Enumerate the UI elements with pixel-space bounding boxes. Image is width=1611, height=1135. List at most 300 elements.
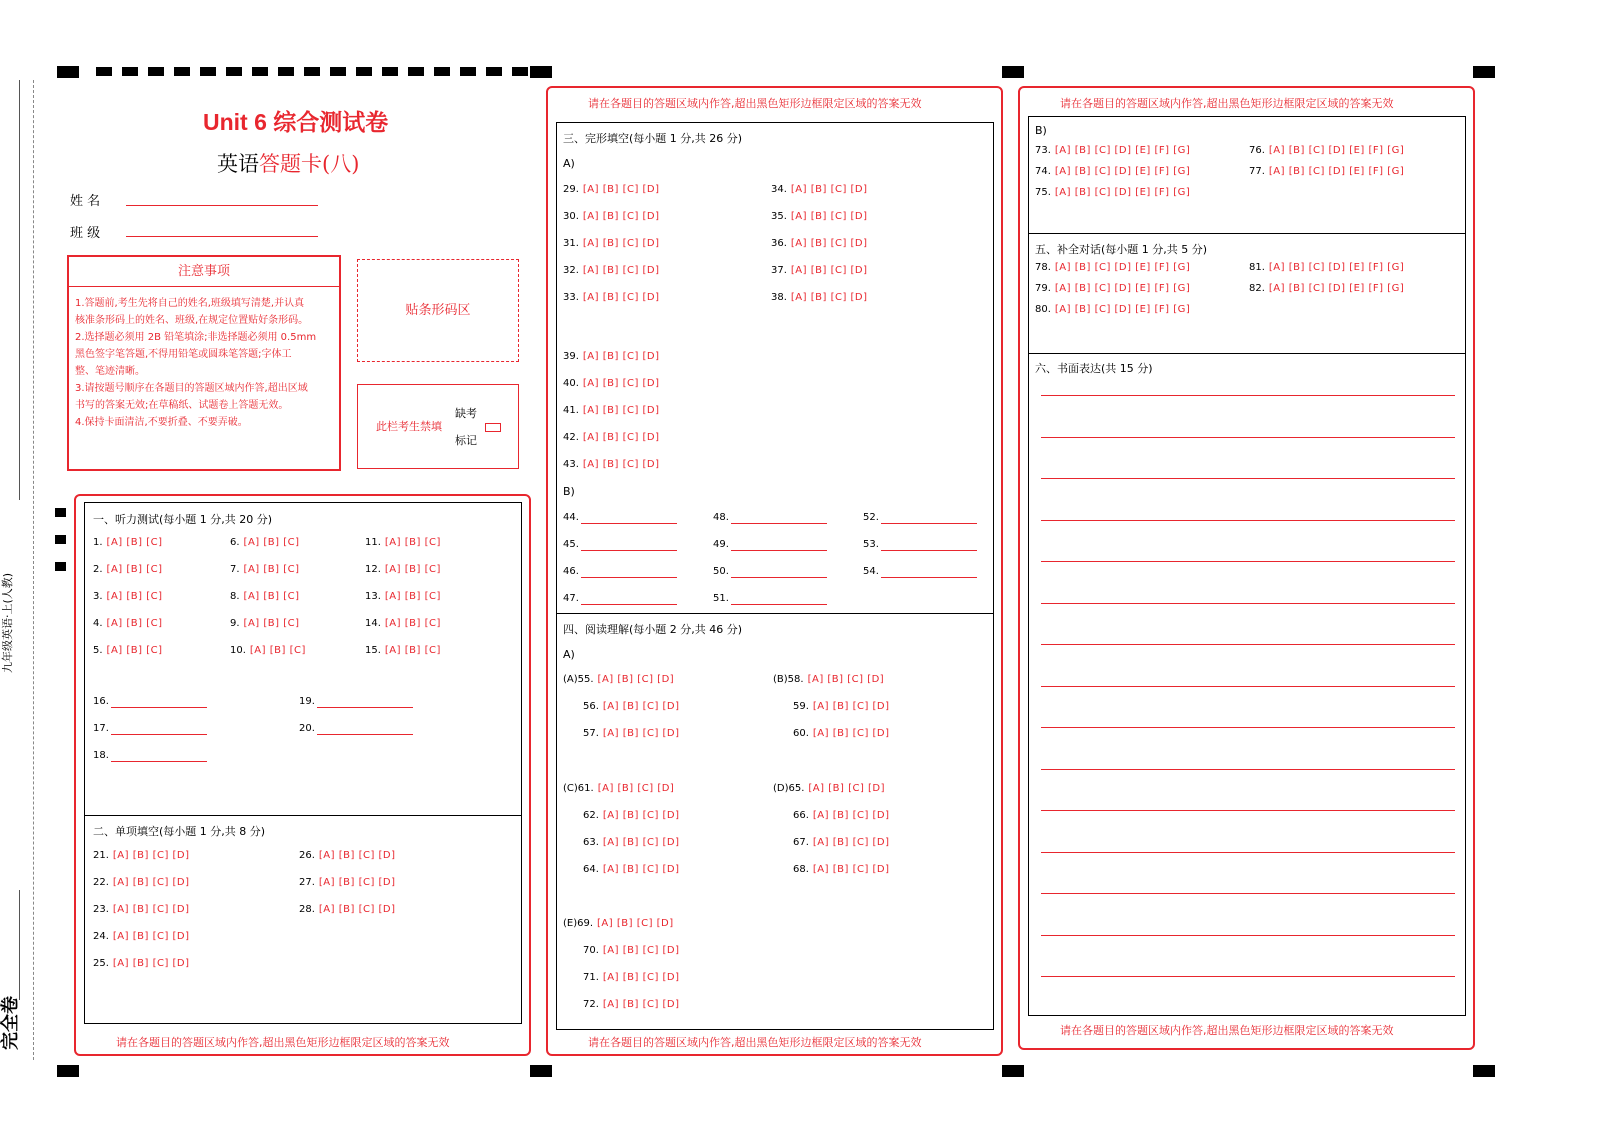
question-number: 64. <box>583 864 599 875</box>
timing-dash <box>486 67 502 76</box>
answer-line[interactable] <box>111 751 207 762</box>
question-number: 53. <box>863 539 879 550</box>
question-5[interactable] <box>93 645 163 657</box>
writing-line[interactable] <box>1041 520 1455 521</box>
question-15[interactable] <box>365 645 441 657</box>
notice-item: 4.保持卡面清洁,不要折叠、不要弄破。 <box>75 417 248 428</box>
question-54[interactable] <box>863 566 977 578</box>
notice-list <box>75 295 335 431</box>
question-number: 45. <box>563 539 579 550</box>
question-number: 21. <box>93 850 109 861</box>
question-4[interactable] <box>93 618 163 630</box>
question-number: 63. <box>583 837 599 848</box>
question-9[interactable] <box>230 618 300 630</box>
question-14[interactable] <box>365 618 441 630</box>
question-30[interactable] <box>563 211 660 223</box>
question-33[interactable] <box>563 292 660 304</box>
answer-options[interactable]: [A] [B] [C] [D] [E] [F] [G] <box>1054 187 1191 198</box>
class-label: 班 级 <box>70 226 101 241</box>
panel-warning: 请在各题目的答题区域内作答,超出黑色矩形边框限定区域的答案无效 <box>588 97 922 110</box>
question-72[interactable] <box>583 999 680 1011</box>
question-17[interactable] <box>93 723 207 735</box>
question-61[interactable] <box>563 783 674 795</box>
answer-options[interactable]: [A] [B] [C] [D] <box>812 810 890 821</box>
answer-options[interactable]: [A] [B] [C] [D] <box>790 184 868 195</box>
answer-options[interactable]: [A] [B] [C] [D] [E] [F] [G] <box>1268 283 1405 294</box>
question-69[interactable] <box>563 918 674 930</box>
panel-warning: 请在各题目的答题区域内作答,超出黑色矩形边框限定区域的答案无效 <box>588 1036 922 1049</box>
answer-options[interactable]: [A] [B] [C] [D] <box>318 904 396 915</box>
question-1[interactable] <box>93 537 163 549</box>
answer-options[interactable]: [A] [B] [C] [D] <box>790 292 868 303</box>
question-8[interactable] <box>230 591 300 603</box>
answer-line[interactable] <box>581 594 677 605</box>
question-53[interactable] <box>863 539 977 551</box>
part-label: A) <box>563 648 575 661</box>
notice-item: 核准条形码上的姓名、班级,在规定位置贴好条形码。 <box>75 315 309 326</box>
answer-line[interactable] <box>881 540 977 551</box>
question-26[interactable] <box>299 850 396 862</box>
card-title: 英语答题卡(八) <box>217 152 360 176</box>
question-number: 80. <box>1035 304 1051 315</box>
question-number: 74. <box>1035 166 1051 177</box>
question-51[interactable] <box>713 593 827 605</box>
answer-options[interactable]: [A] [B] [C] [D] <box>602 701 680 712</box>
question-number: 31. <box>563 238 579 249</box>
answer-options[interactable]: [A] [B] [C] [D] <box>112 904 190 915</box>
question-46[interactable] <box>563 566 677 578</box>
question-number: 26. <box>299 850 315 861</box>
notice-title: 注意事项 <box>69 257 339 287</box>
answer-options[interactable]: [A] [B] [C] [D] <box>112 931 190 942</box>
writing-line[interactable] <box>1041 852 1455 853</box>
question-number: 16. <box>93 696 109 707</box>
timing-dash <box>512 67 528 76</box>
absent-box <box>357 384 519 469</box>
name-field[interactable] <box>126 205 318 206</box>
question-number: (A)55. <box>563 674 594 685</box>
question-number: 22. <box>93 877 109 888</box>
timing-dash <box>408 67 424 76</box>
question-79[interactable] <box>1035 283 1190 295</box>
answer-options[interactable]: [A] [B] [C] [D] [E] [F] [G] <box>1054 166 1191 177</box>
question-36[interactable] <box>771 238 868 250</box>
question-41[interactable] <box>563 405 660 417</box>
question-63[interactable] <box>583 837 680 849</box>
notice-box <box>67 255 341 471</box>
absent-note: 此栏考生禁填 <box>376 420 442 433</box>
question-24[interactable] <box>93 931 190 943</box>
binding-sidebar <box>0 80 46 1080</box>
answer-options[interactable]: [A] [B] [C] [D] <box>582 184 660 195</box>
answer-line[interactable] <box>731 540 827 551</box>
answer-options[interactable]: [A] [B] [C] [D] <box>112 958 190 969</box>
panel-warning: 请在各题目的答题区域内作答,超出黑色矩形边框限定区域的答案无效 <box>1060 97 1394 110</box>
writing-line[interactable] <box>1041 437 1455 438</box>
panel-cloze-reading <box>546 86 1003 1056</box>
answer-options[interactable]: [A] [B] [C] [D] <box>602 945 680 956</box>
question-number: 76. <box>1249 145 1265 156</box>
answer-options[interactable]: [A] [B] [C] [D] <box>597 918 674 929</box>
answer-options[interactable]: [A] [B] [C] [D] <box>582 292 660 303</box>
question-number: 5. <box>93 645 103 656</box>
answer-options[interactable]: [A] [B] [C] <box>243 591 300 602</box>
answer-options[interactable]: [A] [B] [C] [D] <box>602 728 680 739</box>
question-number: 75. <box>1035 187 1051 198</box>
timing-dash <box>148 67 164 76</box>
question-number: 51. <box>713 593 729 604</box>
timing-mark <box>1002 1065 1024 1077</box>
timing-dash <box>434 67 450 76</box>
question-16[interactable] <box>93 696 207 708</box>
question-number: 62. <box>583 810 599 821</box>
absent-checkbox[interactable] <box>485 423 501 432</box>
question-55[interactable] <box>563 674 674 686</box>
writing-line[interactable] <box>1041 561 1455 562</box>
question-number: 17. <box>93 723 109 734</box>
answer-options[interactable]: [A] [B] [C] [D] [E] [F] [G] <box>1268 262 1405 273</box>
part-label: B) <box>1035 124 1047 137</box>
writing-line[interactable] <box>1041 810 1455 811</box>
writing-line[interactable] <box>1041 395 1455 396</box>
question-45[interactable] <box>563 539 677 551</box>
question-82[interactable] <box>1249 283 1404 295</box>
notice-item: 3.请按题号顺序在各题目的答题区域内作答,超出区域 <box>75 383 308 394</box>
answer-line[interactable] <box>881 513 977 524</box>
notice-item: 整、笔迹清晰。 <box>75 366 145 377</box>
question-number: 15. <box>365 645 381 656</box>
question-75[interactable] <box>1035 187 1190 199</box>
question-number: 82. <box>1249 283 1265 294</box>
question-number: 40. <box>563 378 579 389</box>
question-65[interactable] <box>773 783 885 795</box>
question-number: 4. <box>93 618 103 629</box>
question-80[interactable] <box>1035 304 1190 316</box>
timing-mark <box>57 1065 79 1077</box>
answer-options[interactable]: [A] [B] [C] <box>384 645 441 656</box>
question-35[interactable] <box>771 211 868 223</box>
question-number: 18. <box>93 750 109 761</box>
question-number: 39. <box>563 351 579 362</box>
question-23[interactable] <box>93 904 190 916</box>
answer-line[interactable] <box>731 567 827 578</box>
timing-mark <box>530 1065 552 1077</box>
section-title: 五、补全对话(每小题 1 分,共 5 分) <box>1035 243 1208 256</box>
question-19[interactable] <box>299 696 413 708</box>
notice-item: 黑色签字笔答题,不得用铅笔或圆珠笔答题;字体工 <box>75 349 292 360</box>
exam-title: Unit 6 综合测试卷 <box>203 109 389 135</box>
question-48[interactable] <box>713 512 827 524</box>
answer-options[interactable]: [A] [B] [C] [D] <box>597 783 675 794</box>
question-70[interactable] <box>583 945 680 957</box>
question-27[interactable] <box>299 877 396 889</box>
timing-dash <box>304 67 320 76</box>
question-20[interactable] <box>299 723 413 735</box>
question-number: 54. <box>863 566 879 577</box>
notice-item: 书写的答案无效;在草稿纸、试题卷上答题无效。 <box>75 400 289 411</box>
question-28[interactable] <box>299 904 396 916</box>
writing-line[interactable] <box>1041 686 1455 687</box>
question-number: 9. <box>230 618 240 629</box>
question-31[interactable] <box>563 238 660 250</box>
part-label: B) <box>563 485 575 498</box>
question-number: 78. <box>1035 262 1051 273</box>
writing-line[interactable] <box>1041 644 1455 645</box>
question-60[interactable] <box>793 728 890 740</box>
writing-line[interactable] <box>1041 603 1455 604</box>
question-number: 24. <box>93 931 109 942</box>
timing-mark <box>55 508 66 517</box>
brand-label: 完全卷 <box>0 996 21 1050</box>
answer-line[interactable] <box>111 697 207 708</box>
writing-line[interactable] <box>1041 769 1455 770</box>
answer-options[interactable]: [A] [B] [C] <box>384 537 441 548</box>
answer-options[interactable]: [A] [B] [C] <box>106 537 163 548</box>
answer-options[interactable]: [A] [B] [C] [D] <box>807 674 885 685</box>
answer-options[interactable]: [A] [B] [C] [D] [E] [F] [G] <box>1268 145 1405 156</box>
answer-options[interactable]: [A] [B] [C] [D] <box>597 674 675 685</box>
answer-line[interactable] <box>111 724 207 735</box>
question-47[interactable] <box>563 593 677 605</box>
timing-dash <box>226 67 242 76</box>
question-number: 33. <box>563 292 579 303</box>
question-number: 34. <box>771 184 787 195</box>
answer-options[interactable]: [A] [B] [C] <box>243 537 300 548</box>
answer-options[interactable]: [A] [B] [C] [D] <box>812 837 890 848</box>
answer-options[interactable]: [A] [B] [C] [D] <box>582 211 660 222</box>
answer-options[interactable]: [A] [B] [C] [D] <box>582 265 660 276</box>
question-number: 59. <box>793 701 809 712</box>
question-25[interactable] <box>93 958 190 970</box>
question-66[interactable] <box>793 810 890 822</box>
question-78[interactable] <box>1035 262 1190 274</box>
name-label: 姓 名 <box>70 194 101 209</box>
barcode-area: 贴条形码区 <box>357 259 519 362</box>
answer-options[interactable]: [A] [B] [C] [D] <box>582 238 660 249</box>
question-number: 68. <box>793 864 809 875</box>
question-number: 50. <box>713 566 729 577</box>
question-67[interactable] <box>793 837 890 849</box>
writing-line[interactable] <box>1041 727 1455 728</box>
question-number: 19. <box>299 696 315 707</box>
timing-dash <box>460 67 476 76</box>
question-number: (D)65. <box>773 783 805 794</box>
section-title: 一、听力测试(每小题 1 分,共 20 分) <box>93 513 273 526</box>
question-number: 66. <box>793 810 809 821</box>
answer-options[interactable]: [A] [B] [C] [D] <box>812 701 890 712</box>
question-number: 25. <box>93 958 109 969</box>
answer-options[interactable]: [A] [B] [C] [D] <box>112 850 190 861</box>
answer-options[interactable]: [A] [B] [C] [D] <box>318 877 396 888</box>
question-21[interactable] <box>93 850 190 862</box>
writing-line[interactable] <box>1041 478 1455 479</box>
question-number: 38. <box>771 292 787 303</box>
question-10[interactable] <box>230 645 306 657</box>
question-12[interactable] <box>365 564 441 576</box>
question-76[interactable] <box>1249 145 1404 157</box>
class-field[interactable] <box>126 236 318 237</box>
answer-options[interactable]: [A] [B] [C] [D] <box>812 728 890 739</box>
question-number: (E)69. <box>563 918 594 929</box>
question-11[interactable] <box>365 537 441 549</box>
answer-options[interactable]: [A] [B] [C] [D] <box>602 837 680 848</box>
timing-dash <box>122 67 138 76</box>
answer-line[interactable] <box>317 724 413 735</box>
answer-options[interactable]: [A] [B] [C] [D] <box>602 864 680 875</box>
question-number: (B)58. <box>773 674 804 685</box>
answer-line[interactable] <box>317 697 413 708</box>
answer-options[interactable]: [A] [B] [C] [D] <box>602 999 680 1010</box>
question-44[interactable] <box>563 512 677 524</box>
writing-line[interactable] <box>1041 893 1455 894</box>
answer-options[interactable]: [A] [B] [C] [D] <box>582 351 660 362</box>
question-2[interactable] <box>93 564 163 576</box>
answer-options[interactable]: [A] [B] [C] [D] <box>318 850 396 861</box>
question-81[interactable] <box>1249 262 1404 274</box>
question-number: 67. <box>793 837 809 848</box>
answer-options[interactable]: [A] [B] [C] [D] <box>582 405 660 416</box>
answer-options[interactable]: [A] [B] [C] [D] <box>582 378 660 389</box>
question-43[interactable] <box>563 459 660 471</box>
timing-dash <box>278 67 294 76</box>
answer-options[interactable]: [A] [B] [C] [D] <box>790 265 868 276</box>
question-number: 36. <box>771 238 787 249</box>
answer-line[interactable] <box>581 513 677 524</box>
answer-options[interactable]: [A] [B] [C] [D] <box>112 877 190 888</box>
question-number: 72. <box>583 999 599 1010</box>
answer-options[interactable]: [A] [B] [C] <box>243 618 300 629</box>
question-64[interactable] <box>583 864 680 876</box>
question-40[interactable] <box>563 378 660 390</box>
answer-options[interactable]: [A] [B] [C] [D] <box>790 238 868 249</box>
question-number: 42. <box>563 432 579 443</box>
question-number: 20. <box>299 723 315 734</box>
question-18[interactable] <box>93 750 207 762</box>
question-number: 43. <box>563 459 579 470</box>
question-57[interactable] <box>583 728 680 740</box>
question-number: 41. <box>563 405 579 416</box>
answer-line[interactable] <box>731 513 827 524</box>
answer-options[interactable]: [A] [B] [C] <box>384 591 441 602</box>
section-title: 二、单项填空(每小题 1 分,共 8 分) <box>93 825 266 838</box>
answer-options[interactable]: [A] [B] [C] <box>106 618 163 629</box>
question-38[interactable] <box>771 292 868 304</box>
question-59[interactable] <box>793 701 890 713</box>
question-number: 28. <box>299 904 315 915</box>
answer-options[interactable]: [A] [B] [C] [D] <box>808 783 886 794</box>
question-68[interactable] <box>793 864 890 876</box>
question-number: 27. <box>299 877 315 888</box>
timing-mark <box>57 66 79 78</box>
answer-options[interactable]: [A] [B] [C] [D] <box>812 864 890 875</box>
answer-options[interactable]: [A] [B] [C] <box>249 645 306 656</box>
timing-dash <box>200 67 216 76</box>
answer-line[interactable] <box>881 567 977 578</box>
question-32[interactable] <box>563 265 660 277</box>
answer-options[interactable]: [A] [B] [C] [D] [E] [F] [G] <box>1054 145 1191 156</box>
answer-line[interactable] <box>581 540 677 551</box>
question-7[interactable] <box>230 564 300 576</box>
answer-options[interactable]: [A] [B] [C] <box>106 591 163 602</box>
question-77[interactable] <box>1249 166 1404 178</box>
question-62[interactable] <box>583 810 680 822</box>
question-13[interactable] <box>365 591 441 603</box>
part-label: A) <box>563 157 575 170</box>
answer-options[interactable]: [A] [B] [C] [D] <box>602 810 680 821</box>
question-37[interactable] <box>771 265 868 277</box>
timing-dash <box>96 67 112 76</box>
answer-options[interactable]: [A] [B] [C] [D] [E] [F] [G] <box>1054 262 1191 273</box>
answer-options[interactable]: [A] [B] [C] <box>106 645 163 656</box>
question-number: 3. <box>93 591 103 602</box>
question-number: 23. <box>93 904 109 915</box>
question-number: 52. <box>863 512 879 523</box>
answer-options[interactable]: [A] [B] [C] <box>243 564 300 575</box>
question-6[interactable] <box>230 537 300 549</box>
question-number: 1. <box>93 537 103 548</box>
question-number: 30. <box>563 211 579 222</box>
timing-dash <box>382 67 398 76</box>
answer-options[interactable]: [A] [B] [C] [D] <box>582 432 660 443</box>
answer-options[interactable]: [A] [B] [C] [D] <box>790 211 868 222</box>
question-number: 37. <box>771 265 787 276</box>
question-number: 77. <box>1249 166 1265 177</box>
question-71[interactable] <box>583 972 680 984</box>
question-number: 29. <box>563 184 579 195</box>
question-22[interactable] <box>93 877 190 889</box>
question-49[interactable] <box>713 539 827 551</box>
question-56[interactable] <box>583 701 680 713</box>
question-number: 10. <box>230 645 246 656</box>
answer-options[interactable]: [A] [B] [C] [D] [E] [F] [G] <box>1054 304 1191 315</box>
answer-box <box>84 502 522 1024</box>
question-number: 57. <box>583 728 599 739</box>
answer-options[interactable]: [A] [B] [C] [D] <box>582 459 660 470</box>
timing-dash <box>330 67 346 76</box>
question-39[interactable] <box>563 351 660 363</box>
question-50[interactable] <box>713 566 827 578</box>
question-73[interactable] <box>1035 145 1190 157</box>
question-number: 73. <box>1035 145 1051 156</box>
answer-box <box>1028 116 1466 1016</box>
question-34[interactable] <box>771 184 868 196</box>
question-29[interactable] <box>563 184 660 196</box>
absent-label-top: 缺考 <box>455 407 477 420</box>
writing-line[interactable] <box>1041 976 1455 977</box>
answer-options[interactable]: [A] [B] [C] <box>106 564 163 575</box>
answer-options[interactable]: [A] [B] [C] [D] [E] [F] [G] <box>1268 166 1405 177</box>
question-number: 48. <box>713 512 729 523</box>
answer-line[interactable] <box>581 567 677 578</box>
answer-options[interactable]: [A] [B] [C] <box>384 618 441 629</box>
question-number: (C)61. <box>563 783 594 794</box>
question-3[interactable] <box>93 591 163 603</box>
question-42[interactable] <box>563 432 660 444</box>
answer-line[interactable] <box>731 594 827 605</box>
question-58[interactable] <box>773 674 884 686</box>
writing-line[interactable] <box>1041 935 1455 936</box>
notice-item: 1.答题前,考生先将自己的姓名,班级填写清楚,并认真 <box>75 298 305 309</box>
timing-dash <box>252 67 268 76</box>
answer-options[interactable]: [A] [B] [C] [D] <box>602 972 680 983</box>
question-number: 35. <box>771 211 787 222</box>
answer-options[interactable]: [A] [B] [C] <box>384 564 441 575</box>
question-number: 8. <box>230 591 240 602</box>
question-52[interactable] <box>863 512 977 524</box>
question-74[interactable] <box>1035 166 1190 178</box>
question-number: 49. <box>713 539 729 550</box>
answer-options[interactable]: [A] [B] [C] [D] [E] [F] [G] <box>1054 283 1191 294</box>
